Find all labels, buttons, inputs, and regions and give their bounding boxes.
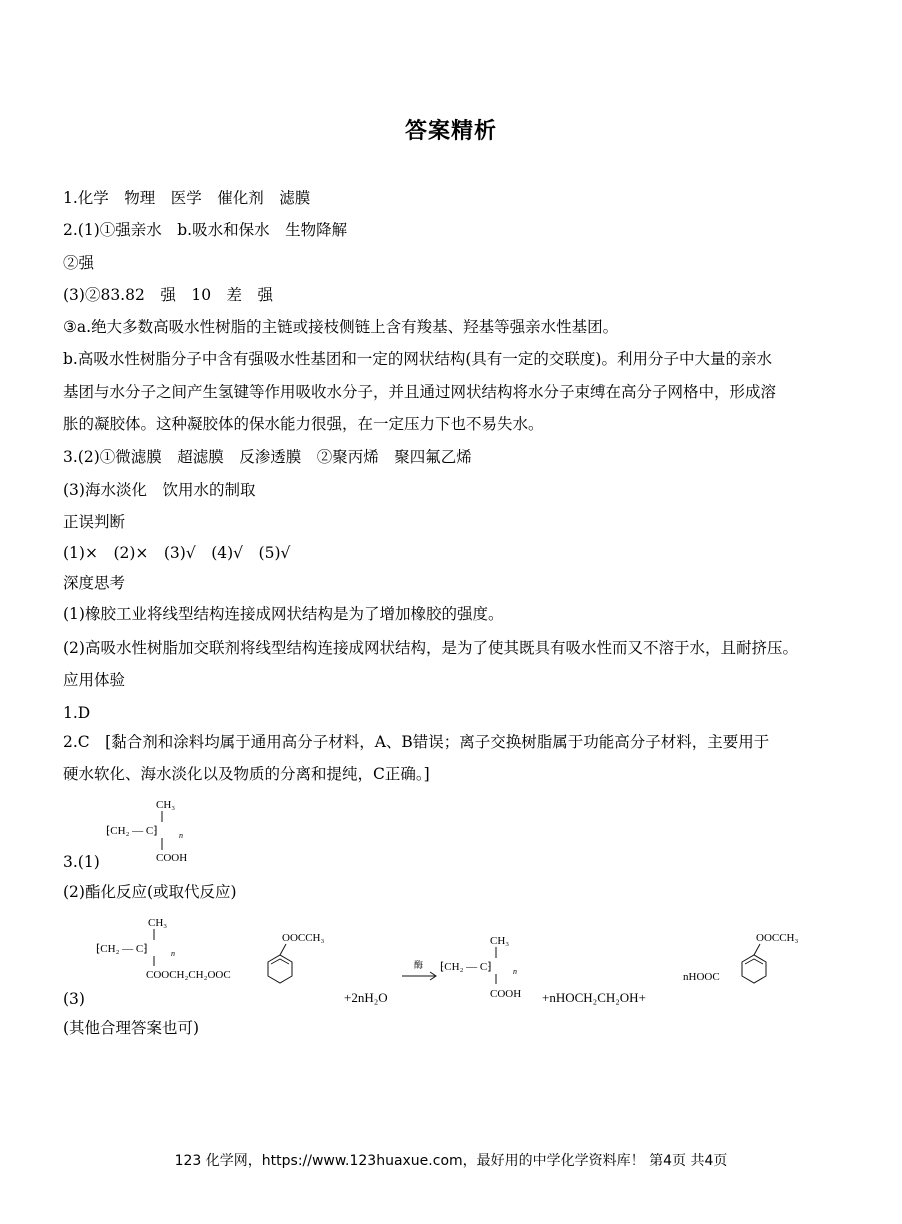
answer-line: 3.(1): [63, 853, 100, 871]
page-title: 答案精析: [404, 118, 497, 144]
answer-line: b.高吸水性树脂分子中含有强吸水性基团和一定的网状结构(具有一定的交联度)。利用分子中大量的亲水: [63, 350, 772, 368]
product-chain-label: ⁅CH₂ — C⁆: [440, 961, 492, 973]
answer-line: (1)橡胶工业将线型结构连接成网状结构是为了增加橡胶的强度。: [63, 605, 504, 623]
carboxyl-label: COOH: [156, 852, 188, 864]
acetoxy-label: OOCCH₃: [282, 932, 325, 944]
reactant-chain-label: ⁅CH₂ — C⁆: [96, 943, 148, 955]
answer-line: ③a.绝大多数高吸水性树脂的主链或接枝侧链上含有羧基、羟基等强亲水性基团。: [63, 318, 619, 336]
methyl-label: CH₃: [156, 799, 176, 811]
answer-line: 3.(2)①微滤膜 超滤膜 反渗透膜 ②聚丙烯 聚四氟乙烯: [63, 448, 472, 466]
repeat-n-label: n: [179, 831, 183, 840]
reactant-methyl-label: CH₃: [148, 917, 168, 929]
answer-line: 2.C [黏合剂和涂料均属于通用高分子材料，A、B错误；离子交换树脂属于功能高分子材料，主要用于: [63, 733, 770, 751]
answer-line: 硬水软化、海水淡化以及物质的分离和提纯，C正确。]: [63, 765, 430, 783]
answer-line: 1.D: [63, 704, 91, 722]
glycol-term: +nHOCH₂CH₂OH+: [542, 990, 646, 1005]
answer-line: (其他合理答案也可): [63, 1019, 200, 1037]
water-term: +2nH₂O: [344, 990, 388, 1005]
product-acetoxy-label: OOCCH₃: [756, 932, 799, 944]
answer-line: (3): [63, 990, 85, 1008]
chain-label: ⁅CH₂ — C⁆: [106, 825, 158, 837]
hydrolysis-reaction-equation: [90, 910, 830, 1010]
reactant-ester-label: COOCH₂CH₂OOC: [146, 969, 231, 981]
answer-line: 胀的凝胶体。这种凝胶体的保水能力很强，在一定压力下也不易失水。: [63, 415, 544, 433]
product-methyl-label: CH₃: [490, 935, 510, 947]
product-acid-label: nHOOC: [683, 971, 720, 983]
polymer-structure-formula: [100, 796, 210, 868]
section-heading: 应用体验: [63, 671, 126, 689]
answer-line: (2)酯化反应(或取代反应): [63, 883, 237, 901]
answer-line: 基团与水分子之间产生氢键等作用吸收水分子，并且通过网状结构将水分子束缚在高分子网格中，形成溶: [63, 383, 777, 401]
repeat-n-label: n: [171, 949, 175, 958]
catalyst-label: 酶: [414, 960, 424, 970]
answer-line: (3)②83.82 强 10 差 强: [63, 286, 274, 304]
section-heading: 正误判断: [63, 513, 126, 531]
page-footer: 123 化学网，https://www.123huaxue.com，最好用的中学化学资料库！ 第4页 共4页: [174, 1153, 728, 1169]
section-heading: 深度思考: [63, 574, 126, 592]
repeat-n-label: n: [513, 967, 517, 976]
answer-line: 2.(1)①强亲水 b.吸水和保水 生物降解: [63, 221, 348, 239]
answer-line: (1)× (2)× (3)√ (4)√ (5)√: [63, 544, 291, 562]
answer-line: 1.化学 物理 医学 催化剂 滤膜: [63, 189, 311, 207]
answer-line: ②强: [63, 254, 95, 272]
answer-line: (3)海水淡化 饮用水的制取: [63, 481, 256, 499]
answer-line: (2)高吸水性树脂加交联剂将线型结构连接成网状结构，是为了使其既具有吸水性而又不溶于水，且耐挤压。: [63, 639, 798, 657]
product-carboxyl-label: COOH: [490, 988, 522, 1000]
